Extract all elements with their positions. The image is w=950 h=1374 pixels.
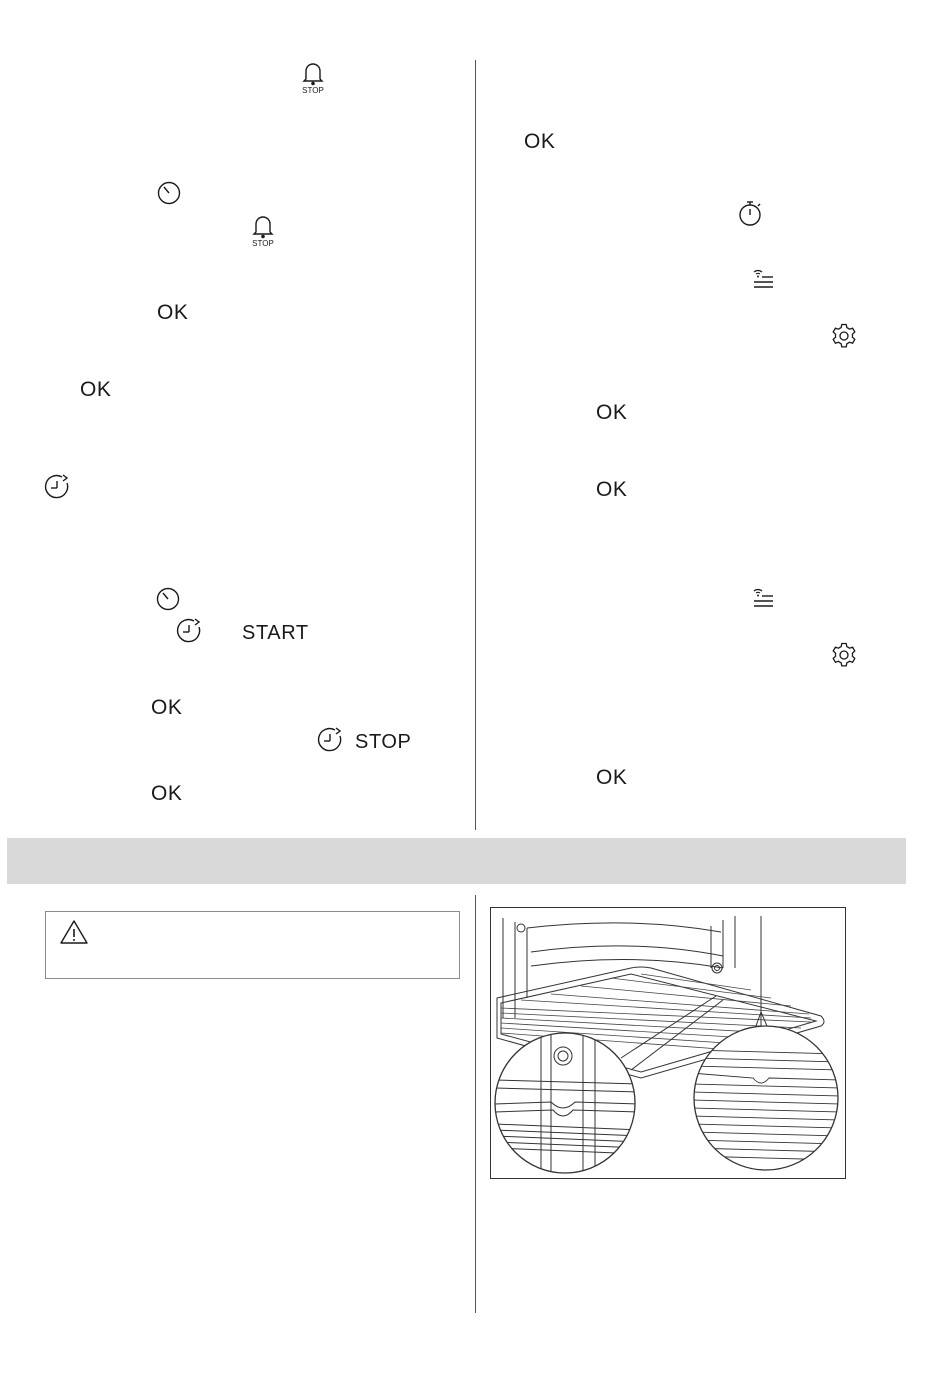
ok-symbol: OK (524, 130, 556, 153)
bell-stop-icon (298, 58, 328, 96)
section-header-band (7, 838, 906, 884)
ok-symbol: OK (596, 401, 628, 424)
end-time-clock-icon (317, 726, 347, 754)
wifi-menu-icon (750, 585, 776, 611)
wifi-menu-icon (750, 266, 776, 292)
bell-stop-label: STOP (302, 86, 324, 95)
gear-icon (830, 322, 858, 350)
stop-label: STOP (355, 731, 412, 753)
column-divider-bottom (475, 895, 476, 1313)
stopwatch-icon (737, 200, 763, 228)
duration-timer-icon (156, 180, 182, 206)
ok-symbol: OK (596, 478, 628, 501)
gear-icon (830, 641, 858, 669)
ok-symbol: OK (151, 782, 183, 805)
ok-symbol: OK (80, 378, 112, 401)
warning-box (45, 911, 460, 979)
ok-symbol: OK (157, 301, 189, 324)
ok-symbol: OK (151, 696, 183, 719)
ok-symbol: OK (596, 766, 628, 789)
duration-timer-icon (155, 586, 181, 612)
oven-shelf-illustration (490, 907, 846, 1179)
bell-stop-label: STOP (252, 239, 274, 248)
warning-triangle-icon (59, 918, 89, 946)
end-time-clock-icon (176, 617, 206, 645)
column-divider-top (475, 60, 476, 830)
bell-stop-icon (248, 211, 278, 249)
start-label: START (242, 622, 309, 644)
end-time-clock-icon (44, 473, 74, 501)
